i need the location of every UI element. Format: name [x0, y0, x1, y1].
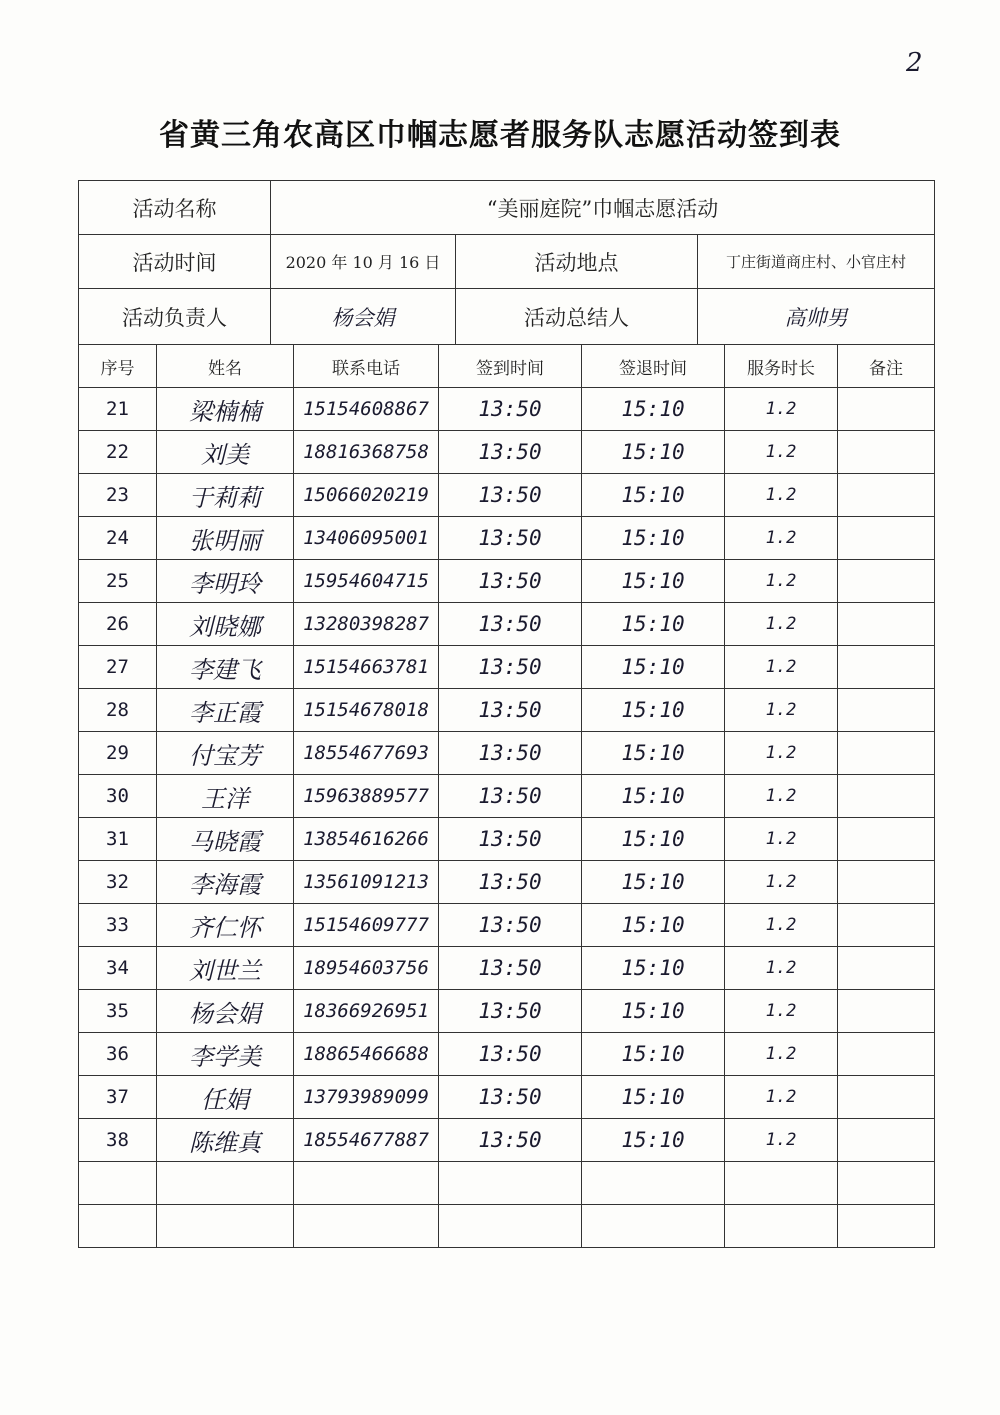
phone-number: 13793989099 [294, 1076, 439, 1119]
signature-name [157, 1162, 294, 1205]
table-row [79, 1119, 935, 1162]
note-cell [838, 474, 935, 517]
table-row [79, 861, 935, 904]
phone-number: 13406095001 [294, 517, 439, 560]
activity-name-value: “美丽庭院”巾帼志愿活动 [271, 181, 935, 235]
table-row [79, 947, 935, 990]
note-cell [838, 861, 935, 904]
checkin-time: 13:50 [439, 689, 582, 732]
activity-info-table [78, 180, 935, 345]
checkout-time: 15:10 [582, 689, 725, 732]
checkin-time: 13:50 [439, 431, 582, 474]
phone-number: 15154678018 [294, 689, 439, 732]
table-row [79, 603, 935, 646]
note-cell [838, 775, 935, 818]
row-number: 25 [79, 560, 157, 603]
table-row [79, 431, 935, 474]
note-cell [838, 1119, 935, 1162]
table-row [79, 689, 935, 732]
col-header-checkin: 签到时间 [439, 345, 582, 388]
note-cell [838, 947, 935, 990]
service-duration: 1.2 [725, 818, 838, 861]
checkout-time: 15:10 [582, 732, 725, 775]
signature-name: 梁楠楠 [157, 388, 294, 431]
service-duration: 1.2 [725, 689, 838, 732]
phone-number [294, 1162, 439, 1205]
service-duration [725, 1162, 838, 1205]
checkin-time: 13:50 [439, 1033, 582, 1076]
signature-name: 李海霞 [157, 861, 294, 904]
phone-number: 15066020219 [294, 474, 439, 517]
form-title: 省黄三角农高区巾帼志愿者服务队志愿活动签到表 [159, 118, 841, 153]
checkout-time: 15:10 [582, 560, 725, 603]
table-row [79, 1076, 935, 1119]
signature-name: 付宝芳 [157, 732, 294, 775]
checkout-time [582, 1205, 725, 1248]
row-number [79, 1162, 157, 1205]
row-number: 33 [79, 904, 157, 947]
note-cell [838, 990, 935, 1033]
checkin-time: 13:50 [439, 990, 582, 1033]
table-row [79, 646, 935, 689]
table-row [79, 560, 935, 603]
signature-name [157, 1205, 294, 1248]
service-duration: 1.2 [725, 388, 838, 431]
row-number: 21 [79, 388, 157, 431]
row-number: 37 [79, 1076, 157, 1119]
service-duration: 1.2 [725, 431, 838, 474]
note-cell [838, 1076, 935, 1119]
row-number: 28 [79, 689, 157, 732]
checkin-time: 13:50 [439, 732, 582, 775]
checkout-time: 15:10 [582, 431, 725, 474]
signin-table-body [79, 388, 935, 1248]
signature-name: 马晓霞 [157, 818, 294, 861]
table-row [79, 818, 935, 861]
checkout-time: 15:10 [582, 388, 725, 431]
checkin-time [439, 1162, 582, 1205]
responsible-signature: 杨会娟 [271, 289, 456, 345]
note-cell [838, 732, 935, 775]
row-number [79, 1205, 157, 1248]
activity-name-label: 活动名称 [79, 181, 271, 235]
signature-name: 刘美 [157, 431, 294, 474]
checkout-time: 15:10 [582, 775, 725, 818]
checkout-time: 15:10 [582, 861, 725, 904]
checkin-time: 13:50 [439, 1076, 582, 1119]
signature-name: 张明丽 [157, 517, 294, 560]
row-number: 23 [79, 474, 157, 517]
row-number: 29 [79, 732, 157, 775]
row-number: 38 [79, 1119, 157, 1162]
checkin-time: 13:50 [439, 1119, 582, 1162]
signature-name: 刘晓娜 [157, 603, 294, 646]
row-number: 27 [79, 646, 157, 689]
table-row [79, 1205, 935, 1248]
note-cell [838, 560, 935, 603]
checkout-time: 15:10 [582, 474, 725, 517]
col-header-no: 序号 [79, 345, 157, 388]
checkin-time: 13:50 [439, 517, 582, 560]
phone-number: 13561091213 [294, 861, 439, 904]
phone-number: 15954604715 [294, 560, 439, 603]
signature-name: 李建飞 [157, 646, 294, 689]
row-number: 22 [79, 431, 157, 474]
signature-name: 李正霞 [157, 689, 294, 732]
phone-number [294, 1205, 439, 1248]
service-duration: 1.2 [725, 646, 838, 689]
col-header-name: 姓名 [157, 345, 294, 388]
row-number: 31 [79, 818, 157, 861]
activity-time-value: 2020 年 10 月 16 日 [271, 235, 456, 289]
checkout-time: 15:10 [582, 1076, 725, 1119]
service-duration: 1.2 [725, 732, 838, 775]
note-cell [838, 1205, 935, 1248]
table-row [79, 517, 935, 560]
note-cell [838, 1033, 935, 1076]
note-cell [838, 517, 935, 560]
service-duration: 1.2 [725, 603, 838, 646]
summarizer-label: 活动总结人 [456, 289, 698, 345]
phone-number: 18954603756 [294, 947, 439, 990]
row-number: 26 [79, 603, 157, 646]
checkin-time: 13:50 [439, 474, 582, 517]
phone-number: 18366926951 [294, 990, 439, 1033]
phone-number: 15963889577 [294, 775, 439, 818]
activity-name-row [79, 181, 935, 235]
service-duration: 1.2 [725, 1119, 838, 1162]
service-duration: 1.2 [725, 775, 838, 818]
col-header-checkout: 签退时间 [582, 345, 725, 388]
responsible-row [79, 289, 935, 345]
activity-time-label: 活动时间 [79, 235, 271, 289]
signature-name: 杨会娟 [157, 990, 294, 1033]
checkout-time [582, 1162, 725, 1205]
phone-number: 15154608867 [294, 388, 439, 431]
signature-name: 李学美 [157, 1033, 294, 1076]
checkin-time: 13:50 [439, 818, 582, 861]
note-cell [838, 904, 935, 947]
checkout-time: 15:10 [582, 947, 725, 990]
signature-name: 齐仁怀 [157, 904, 294, 947]
service-duration: 1.2 [725, 560, 838, 603]
phone-number: 18554677887 [294, 1119, 439, 1162]
service-duration: 1.2 [725, 904, 838, 947]
checkin-time: 13:50 [439, 388, 582, 431]
note-cell [838, 431, 935, 474]
checkin-time: 13:50 [439, 603, 582, 646]
signin-table [78, 344, 935, 1248]
phone-number: 15154609777 [294, 904, 439, 947]
activity-time-row [79, 235, 935, 289]
table-row [79, 474, 935, 517]
checkout-time: 15:10 [582, 1033, 725, 1076]
signature-name: 王洋 [157, 775, 294, 818]
table-row [79, 1033, 935, 1076]
note-cell [838, 388, 935, 431]
checkin-time: 13:50 [439, 947, 582, 990]
activity-location-label: 活动地点 [456, 235, 698, 289]
checkout-time: 15:10 [582, 646, 725, 689]
note-cell [838, 689, 935, 732]
table-row [79, 388, 935, 431]
checkout-time: 15:10 [582, 1119, 725, 1162]
summarizer-signature: 高帅男 [698, 289, 935, 345]
row-number: 34 [79, 947, 157, 990]
checkout-time: 15:10 [582, 603, 725, 646]
page-number: 2 [906, 48, 923, 78]
phone-number: 18865466688 [294, 1033, 439, 1076]
row-number: 32 [79, 861, 157, 904]
service-duration: 1.2 [725, 1076, 838, 1119]
note-cell [838, 1162, 935, 1205]
table-row [79, 1162, 935, 1205]
service-duration [725, 1205, 838, 1248]
signature-name: 陈维真 [157, 1119, 294, 1162]
signature-name: 任娟 [157, 1076, 294, 1119]
service-duration: 1.2 [725, 474, 838, 517]
service-duration: 1.2 [725, 861, 838, 904]
checkin-time: 13:50 [439, 861, 582, 904]
phone-number: 13280398287 [294, 603, 439, 646]
signature-name: 于莉莉 [157, 474, 294, 517]
table-row [79, 732, 935, 775]
signature-name: 刘世兰 [157, 947, 294, 990]
table-row [79, 904, 935, 947]
checkout-time: 15:10 [582, 990, 725, 1033]
col-header-duration: 服务时长 [725, 345, 838, 388]
service-duration: 1.2 [725, 1033, 838, 1076]
note-cell [838, 603, 935, 646]
phone-number: 18816368758 [294, 431, 439, 474]
checkin-time [439, 1205, 582, 1248]
col-header-phone: 联系电话 [294, 345, 439, 388]
checkout-time: 15:10 [582, 818, 725, 861]
row-number: 36 [79, 1033, 157, 1076]
row-number: 30 [79, 775, 157, 818]
note-cell [838, 818, 935, 861]
service-duration: 1.2 [725, 990, 838, 1033]
table-row [79, 990, 935, 1033]
responsible-label: 活动负责人 [79, 289, 271, 345]
checkout-time: 15:10 [582, 904, 725, 947]
checkin-time: 13:50 [439, 646, 582, 689]
table-row [79, 775, 935, 818]
row-number: 24 [79, 517, 157, 560]
service-duration: 1.2 [725, 947, 838, 990]
phone-number: 13854616266 [294, 818, 439, 861]
service-duration: 1.2 [725, 517, 838, 560]
checkin-time: 13:50 [439, 560, 582, 603]
activity-location-value: 丁庄街道商庄村、小官庄村 [698, 235, 935, 289]
signature-name: 李明玲 [157, 560, 294, 603]
checkin-time: 13:50 [439, 775, 582, 818]
phone-number: 18554677693 [294, 732, 439, 775]
checkout-time: 15:10 [582, 517, 725, 560]
checkin-time: 13:50 [439, 904, 582, 947]
row-number: 35 [79, 990, 157, 1033]
signin-table-header [79, 345, 935, 388]
phone-number: 15154663781 [294, 646, 439, 689]
col-header-note: 备注 [838, 345, 935, 388]
note-cell [838, 646, 935, 689]
